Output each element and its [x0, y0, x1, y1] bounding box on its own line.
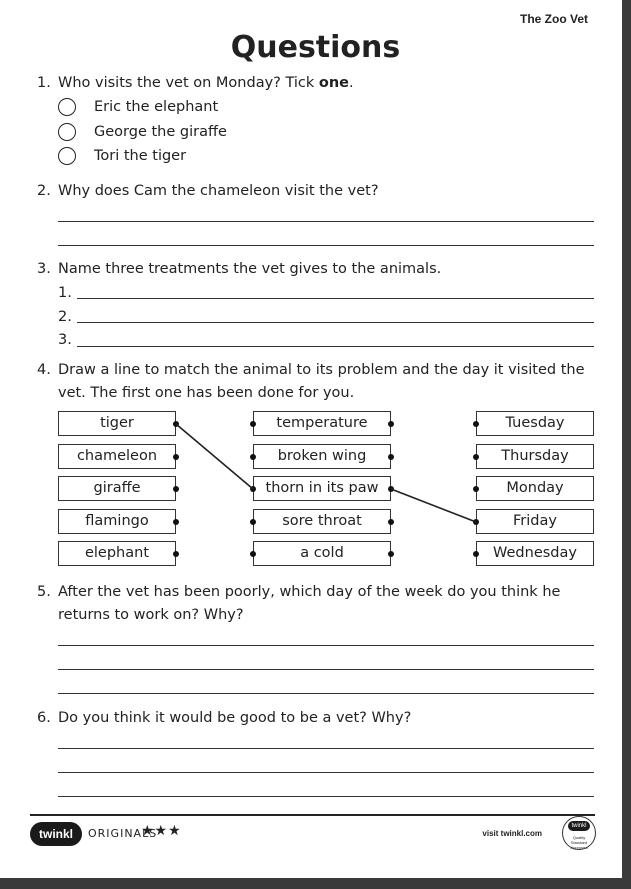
originals-label: ORIGINALS: [88, 827, 158, 840]
question-5-number: 5.: [37, 584, 51, 600]
answer-item-1-label: 1.: [58, 285, 72, 301]
animal-box-chameleon[interactable]: chameleon: [58, 444, 176, 469]
animal-box-flamingo[interactable]: flamingo: [58, 509, 176, 534]
answer-item-2-label: 2.: [58, 309, 72, 325]
day-box-thursday[interactable]: Thursday: [476, 444, 594, 469]
worksheet-series-title: The Zoo Vet: [519, 12, 588, 26]
day-box-wednesday[interactable]: Wednesday: [476, 541, 594, 566]
badge-logo: twinkl: [568, 821, 590, 831]
example-line-tiger-thorn: [176, 424, 253, 489]
problem-box-thorn[interactable]: thorn in its paw: [253, 476, 391, 501]
answer-line[interactable]: [58, 693, 594, 694]
question-2-number: 2.: [37, 183, 51, 199]
day-box-monday[interactable]: Monday: [476, 476, 594, 501]
question-2-text: Why does Cam the chameleon visit the vet?: [58, 183, 379, 199]
animal-box-tiger[interactable]: tiger: [58, 411, 176, 436]
answer-line[interactable]: [58, 796, 594, 797]
day-box-friday[interactable]: Friday: [476, 509, 594, 534]
animal-box-elephant[interactable]: elephant: [58, 541, 176, 566]
option-1-label: Eric the elephant: [94, 99, 219, 115]
page-title: Questions: [230, 30, 401, 65]
question-4-text-line-1: Draw a line to match the animal to its problem and the day it visited the: [58, 362, 585, 378]
answer-line[interactable]: [58, 669, 594, 670]
twinkl-logo: twinkl: [30, 822, 82, 846]
visit-twinkl-link[interactable]: visit twinkl.com: [482, 829, 542, 838]
answer-line[interactable]: [58, 645, 594, 646]
question-3-number: 3.: [37, 261, 51, 277]
question-1-text-bold: one: [318, 75, 350, 91]
answer-line[interactable]: [58, 772, 594, 773]
question-1-text-main: Who visits the vet on Monday? Tick: [58, 75, 319, 91]
question-4-number: 4.: [37, 362, 51, 378]
badge-text: Quality Standard Approved: [570, 835, 588, 850]
animal-box-giraffe[interactable]: giraffe: [58, 476, 176, 501]
problem-box-sore-throat[interactable]: sore throat: [253, 509, 391, 534]
answer-item-3-label: 3.: [58, 332, 72, 348]
problem-box-cold[interactable]: a cold: [253, 541, 391, 566]
question-3-text: Name three treatments the vet gives to the animals.: [58, 261, 442, 277]
question-1-number: 1.: [37, 75, 51, 91]
option-2-label: George the giraffe: [94, 124, 227, 140]
question-5-text-line-2: returns to work on? Why?: [58, 607, 244, 623]
question-5-text-line-1: After the vet has been poorly, which day of the week do you think he: [58, 584, 561, 600]
problem-box-broken-wing[interactable]: broken wing: [253, 444, 391, 469]
question-1-text-end: .: [349, 75, 354, 91]
option-3-label: Tori the tiger: [94, 148, 187, 164]
question-4-text-line-2: vet. The first one has been done for you.: [58, 385, 355, 401]
answer-line[interactable]: [58, 748, 594, 749]
question-6-text: Do you think it would be good to be a vet? Why?: [58, 710, 412, 726]
day-box-tuesday[interactable]: Tuesday: [476, 411, 594, 436]
footer-divider: [30, 814, 595, 816]
question-6-number: 6.: [37, 710, 51, 726]
example-line-thorn-friday: [391, 489, 476, 522]
problem-box-temperature[interactable]: temperature: [253, 411, 391, 436]
rating-stars-icon: ★★★: [141, 823, 182, 839]
